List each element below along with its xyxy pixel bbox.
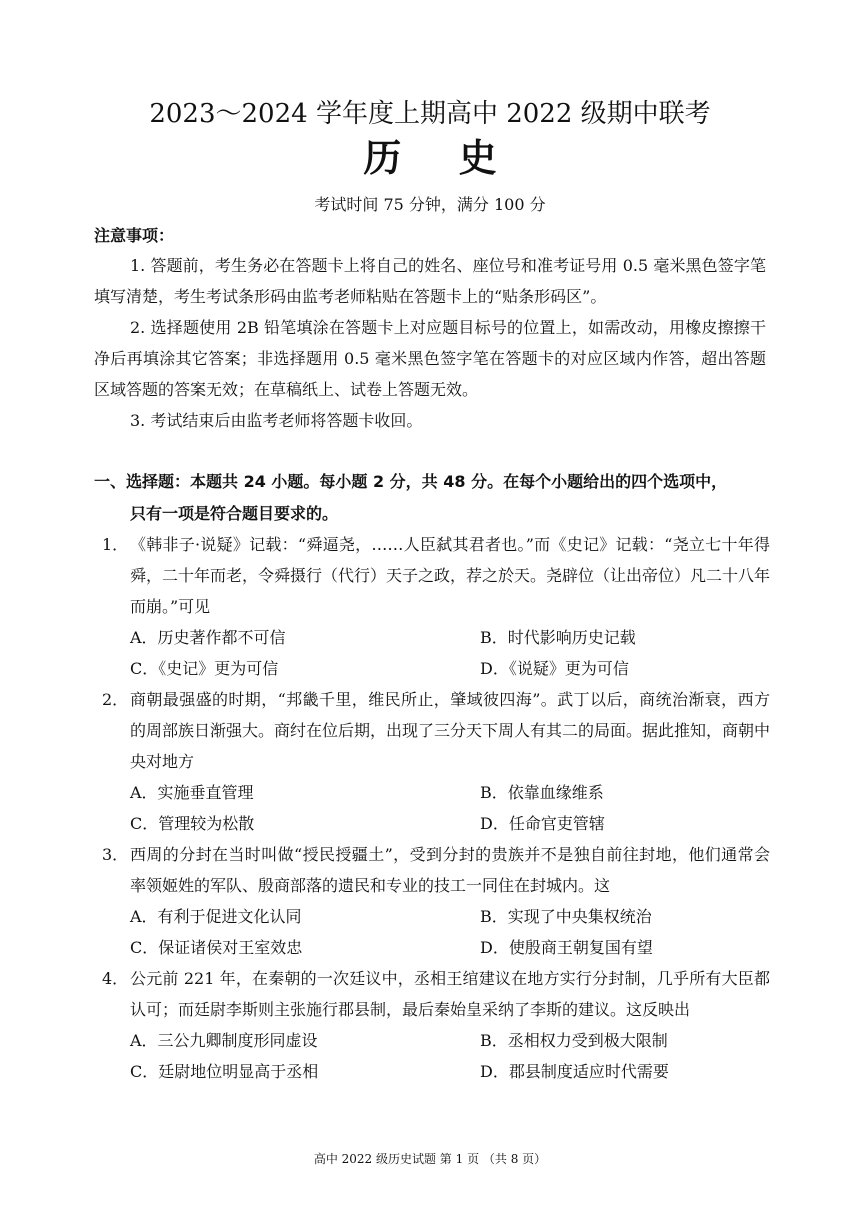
option-a: A．历史著作都不可信 (130, 628, 286, 647)
question-3 (94, 839, 770, 963)
option-group (94, 1025, 770, 1087)
option-d: D．《说疑》更为可信 (480, 659, 629, 678)
question-number: 3． (102, 845, 129, 864)
exam-info: 考试时间 75 分钟，满分 100 分 (314, 195, 546, 214)
option-d: D．任命官吏管辖 (480, 814, 605, 833)
subject-title: 历 史 (363, 135, 519, 180)
question-number: 4． (102, 969, 129, 988)
option-d: D．郡县制度适应时代需要 (480, 1062, 669, 1081)
question-1 (94, 529, 770, 684)
page-footer: 高中 2022 级历史试题 第 1 页 （共 8 页） (313, 1152, 547, 1166)
option-a: A．实施垂直管理 (130, 783, 254, 802)
question-stem: 商朝最强盛的时期，“邦畿千里，维民所止，肇域彼四海”。武丁以后，商统治渐衰，西方的周部族日渐强大。商纣在位后期，出现了三分天下周人有其二的局面。据此推知，商朝中央对地方 (130, 690, 771, 771)
option-c: C．管理较为松散 (130, 814, 255, 833)
question-stem: 公元前 221 年，在秦朝的一次廷议中，丞相王绾建议在地方实行分封制，几乎所有大臣都认可；而廷尉李斯则主张施行郡县制，最后秦始皇采纳了李斯的建议。这反映出 (130, 969, 770, 1019)
question-list (94, 529, 770, 1087)
question-4 (94, 963, 770, 1087)
option-d: D．使殷商王朝复国有望 (480, 938, 653, 957)
notes-heading: 注意事项： (94, 226, 175, 245)
option-c: C．保证诸侯对王室效忠 (130, 938, 303, 957)
option-b: B．实现了中央集权统治 (480, 907, 652, 926)
option-c: C．廷尉地位明显高于丞相 (130, 1062, 319, 1081)
exam-title: 2023～2024 学年度上期高中 2022 级期中联考 (149, 99, 711, 129)
option-a: A．有利于促进文化认同 (130, 907, 302, 926)
option-b: B．丞相权力受到极大限制 (480, 1031, 668, 1050)
question-2 (94, 684, 770, 839)
option-b: B．时代影响历史记载 (480, 628, 636, 647)
note-item: 1. 答题前，考生务必在答题卡上将自己的姓名、座位号和准考证号用 0.5 毫米黑色签字笔填写清楚，考生考试条形码由监考老师粘贴在答题卡上的“贴条形码区”。 (94, 256, 766, 306)
question-stem: 《韩非子·说疑》记载：“舜逼尧，……人臣弑其君者也。”而《史记》记载：“尧立七十年得舜，二十年而老，令舜摄行（代行）天子之政，荐之於天。尧辟位（让出帝位）凡二十八年而崩。”可见 (130, 535, 771, 616)
option-group (94, 777, 770, 839)
option-group (94, 622, 770, 684)
notes-list (94, 250, 766, 436)
note-item: 2. 选择题使用 2B 铅笔填涂在答题卡上对应题目标号的位置上，如需改动，用橡皮擦擦干净后再填涂其它答案；非选择题用 0.5 毫米黑色签字笔在答题卡的对应区域内作答，超出答题区域答题的答案无效；在草稿纸上、试卷上答题无效。 (94, 318, 766, 399)
question-number: 2． (102, 690, 129, 709)
option-a: A．三公九卿制度形同虚设 (130, 1031, 318, 1050)
question-number: 1． (102, 535, 129, 554)
question-stem: 西周的分封在当时叫做“授民授疆土”，受到分封的贵族并不是独自前往封地，他们通常会率领姬姓的军队、殷商部落的遗民和专业的技工一同住在封城内。这 (130, 845, 770, 895)
option-b: B．依靠血缘维系 (480, 783, 604, 802)
section-heading (94, 466, 770, 530)
option-group (94, 901, 770, 963)
option-c: C．《史记》更为可信 (130, 659, 279, 678)
section-heading-line: 只有一项是符合题目要求的。 (130, 504, 339, 523)
note-item: 3. 考试结束后由监考老师将答题卡收回。 (130, 411, 423, 430)
section-heading-line: 一、选择题：本题共 24 小题。每小题 2 分，共 48 分。在每个小题给出的四个选项中， (94, 472, 728, 491)
